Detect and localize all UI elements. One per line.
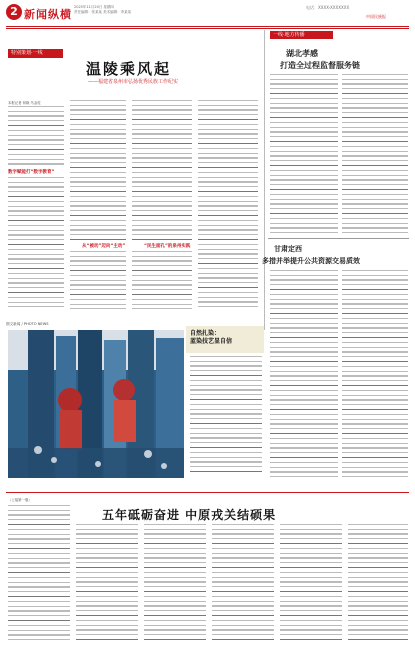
bottom-column-6 [348, 524, 408, 643]
right-column-3 [270, 270, 338, 480]
bottom-column-1 [8, 505, 70, 643]
paper-brand: 中国民族报 [366, 14, 386, 19]
issue-date: 2025年11月20日 星期四 [74, 5, 114, 9]
editor-line: 责任编辑：张某某 美术编辑：李某某 [74, 10, 132, 14]
headline: 温陵乘风起 [86, 60, 172, 78]
right-column-2 [342, 74, 408, 234]
tie-dye-photo [8, 330, 184, 478]
right-headline-1a: 湖北孝感 [286, 48, 318, 58]
issue-meta [74, 5, 131, 15]
article-column-2b [70, 251, 126, 309]
article-column-2 [70, 100, 126, 240]
article-column-3b [132, 251, 192, 309]
continued-note: （上接第一版） [8, 498, 32, 502]
right-headline-2a: 甘肃定西 [274, 244, 302, 253]
masthead [6, 3, 409, 25]
byline: 本报记者 何晓 马金柱 [8, 101, 41, 105]
section-title: 新闻纵横 [24, 8, 72, 21]
header-rule [6, 26, 409, 27]
tie-dye-illustration [8, 330, 184, 478]
column-divider [264, 30, 265, 330]
section-subhead-1: 数字赋能打“数字教育” [8, 170, 55, 175]
article-column-1 [8, 106, 64, 166]
bottom-column-2 [76, 524, 138, 643]
bottom-column-3 [144, 524, 206, 643]
article-column-1b [8, 177, 64, 307]
right-divider [268, 238, 409, 239]
page-number-badge: 2 [6, 4, 22, 20]
right-column-1 [270, 74, 338, 234]
right-column-4 [342, 270, 408, 480]
section-subhead-2: 从“被动”迈向“主动” [82, 244, 126, 249]
right-section-tag: 一线·地方传播 [270, 31, 333, 39]
photo-caption-text [190, 356, 262, 476]
header-rule-thin [6, 28, 409, 29]
bottom-column-4 [212, 524, 274, 643]
article-column-4 [198, 100, 258, 309]
section-subhead-3: “民生面孔”的泉州实践 [144, 244, 191, 249]
article-column-3 [132, 100, 192, 240]
right-headline-1b: 打造全过程监督服务链 [280, 60, 360, 70]
photo-news-label: 图文新闻 / PHOTO NEWS [6, 322, 49, 326]
photo-caption-title: 自然扎染： 蓝染技艺显自信 [190, 330, 233, 345]
subheadline: ——福建省泉州市弘扬优秀民族工作纪实 [88, 79, 179, 85]
section-tag: 特别策划·一线 [8, 49, 63, 58]
right-headline-2b: 多措并举提升公共资源交易质效 [262, 256, 360, 265]
contact-note: 电话：XXXX-XXXXXXX [306, 5, 350, 10]
bottom-headline: 五年砥砺奋进 中原戎关结硕果 [102, 508, 277, 522]
bottom-divider [6, 492, 409, 493]
bottom-column-5 [280, 524, 342, 643]
